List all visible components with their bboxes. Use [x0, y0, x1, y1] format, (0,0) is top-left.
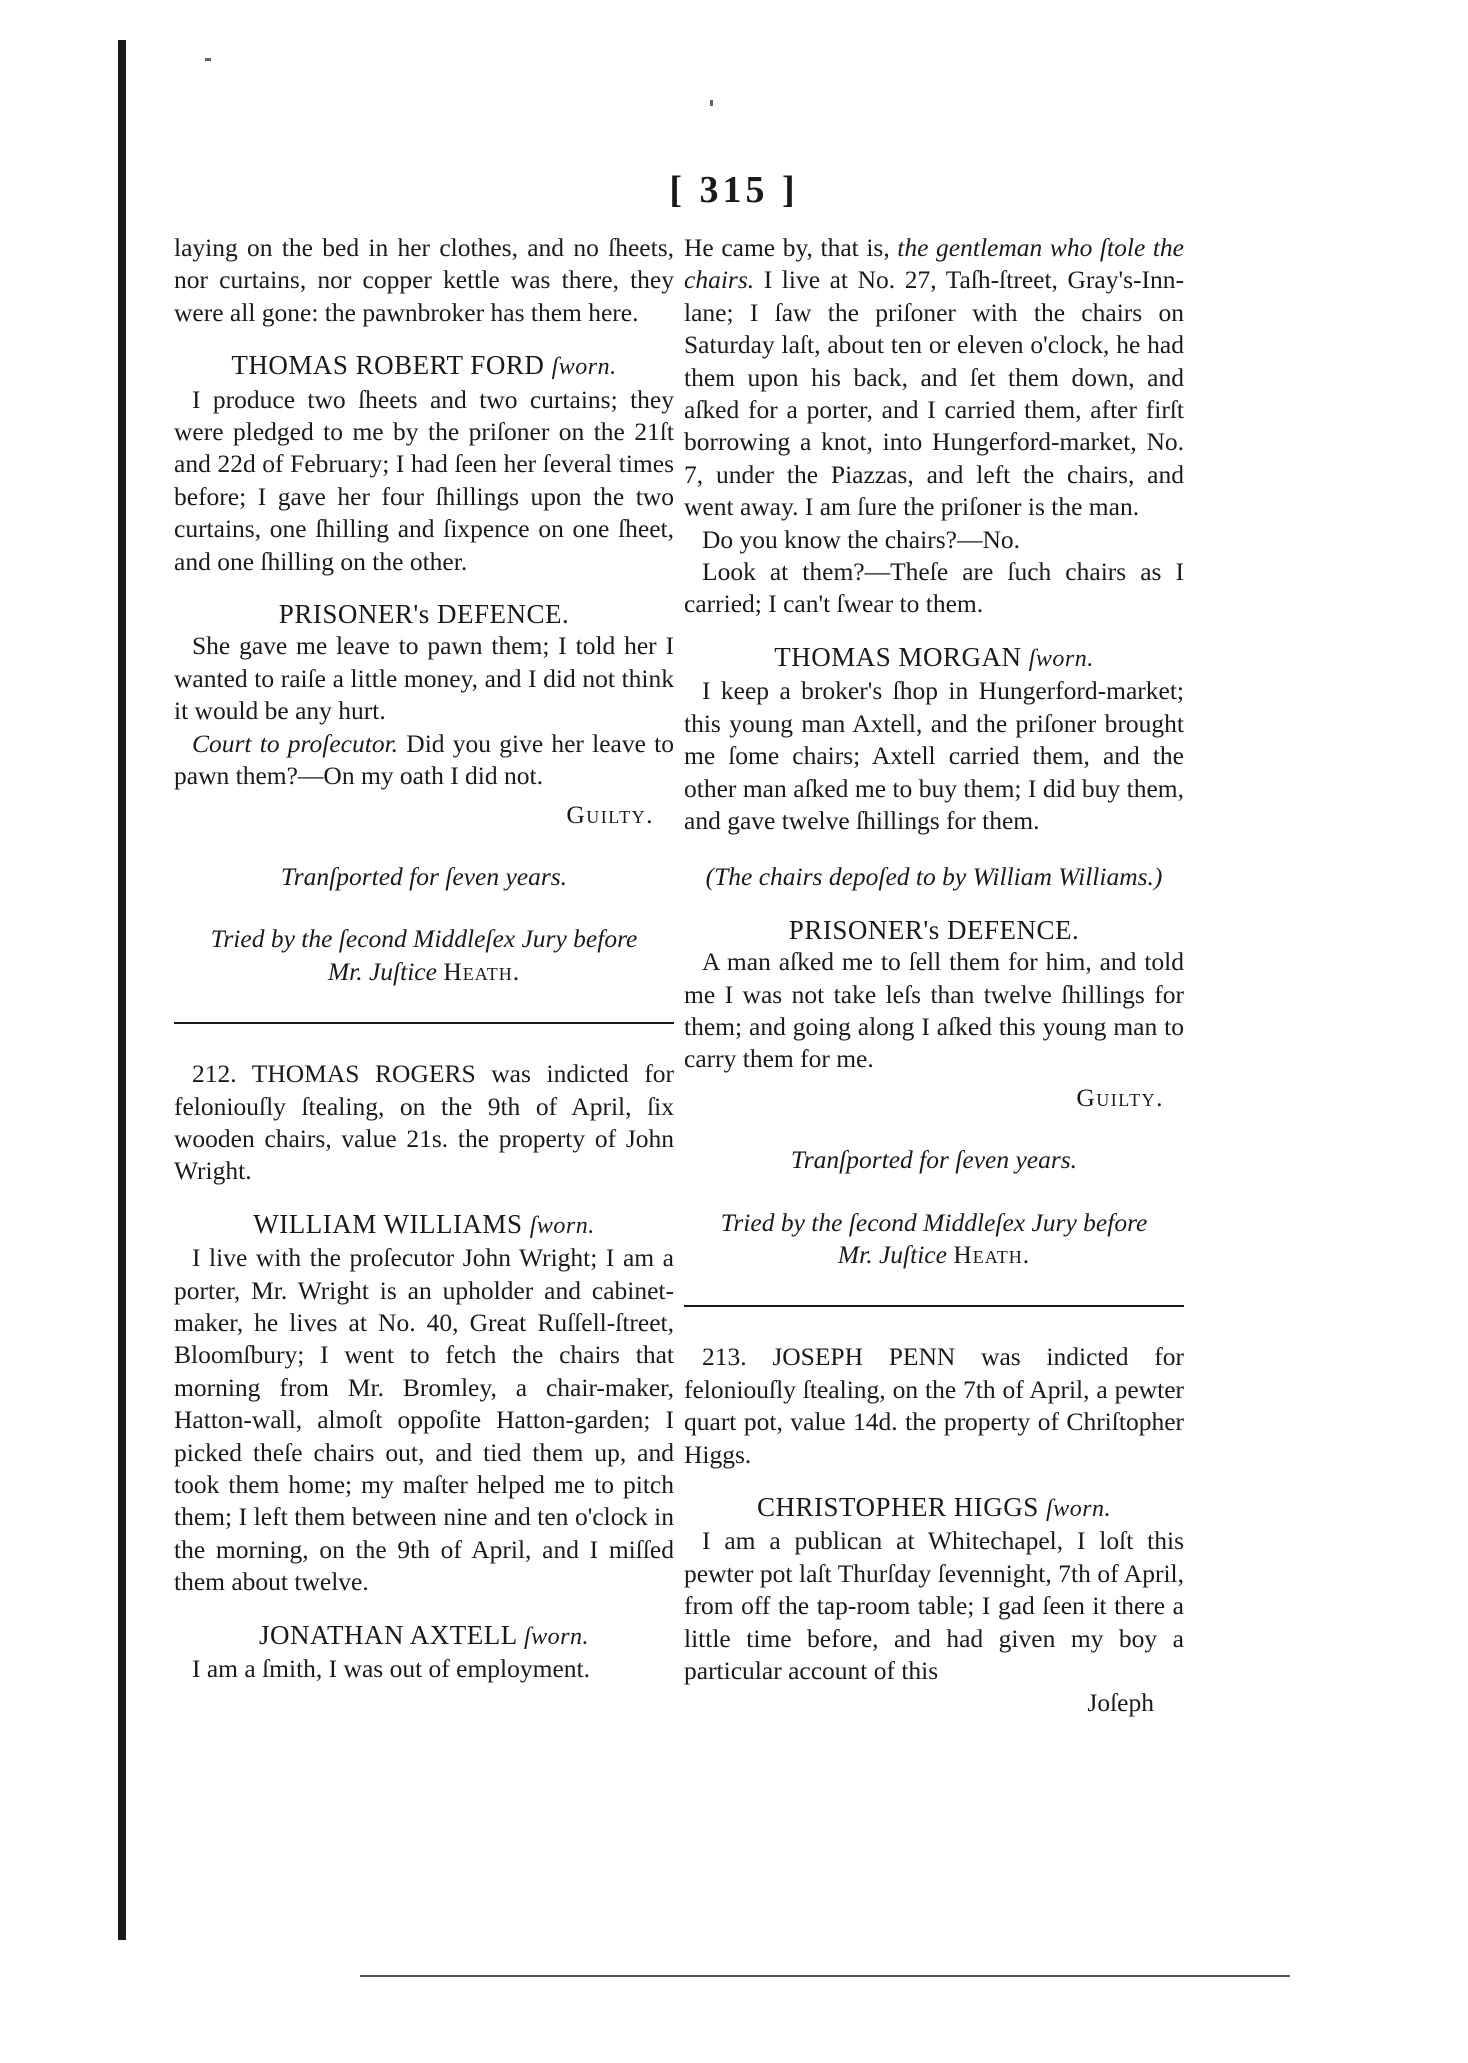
binding-edge: [118, 40, 126, 1940]
sworn-label: ſworn.: [529, 1212, 595, 1239]
court-label: Court to proſecutor.: [192, 728, 399, 758]
witness-name: THOMAS ROBERT FORD: [231, 350, 545, 381]
witness-heading: [174, 1208, 674, 1242]
opening-paragraph: laying on the bed in her clothes, and no ſheets, nor curtains, nor copper kettle was there, they were all gone: the pawnbroker has them here.: [174, 233, 674, 327]
witness-name: CHRISTOPHER HIGGS: [756, 1492, 1039, 1522]
witness-testimony: I am a ſmith, I was out of employment.: [192, 1654, 591, 1684]
witness-testimony-continued: [684, 232, 1184, 524]
witness-name: WILLIAM WILLIAMS: [253, 1208, 523, 1239]
defence-text: She gave me leave to pawn them; I told her I wanted to raiſe a little money, and I did not think it would be any hurt.: [174, 631, 674, 726]
judge-name: Heath.: [443, 956, 521, 986]
section-divider: [174, 1022, 674, 1024]
witness-heading: [684, 1491, 1184, 1525]
court-question: [174, 728, 674, 793]
testimony-text: He came by, that is,: [684, 233, 898, 262]
left-column: [174, 232, 674, 1685]
witness-testimony: I am a publican at Whitechapel, I loſt this pewter pot laſt Thurſday ſevennight, 7th of April, from off the tap-room table; I gad ſeen it there a little time before, and had given my boy a particular account of this: [684, 1526, 1184, 1686]
defence-heading: PRISONER's DEFENCE.: [788, 914, 1080, 945]
catchword: Joſeph: [1087, 1688, 1154, 1718]
question-answer: Do you know the chairs?—No.: [702, 524, 1020, 554]
testimony-text: I live at No. 27, Taſh-ſtreet, Gray's-Inn-lane; I ſaw the priſoner with the chairs on Saturday laſt, about ten or eleven o'clock, he had them upon his back, and ſet them down, and aſked for a porter, and I carried them, after firſt borrowing a knot, into Hungerford-market, No. 7, under the Piazzas, and left the chairs, and went away. I am ſure the priſoner is the man.: [684, 265, 1184, 522]
witness-testimony: I produce two ſheets and two curtains; they were pledged to me by the priſoner on the 21ſt and 22d of February; I had ſeen her ſeveral times before; I gave her four ſhillings upon the two curtains, one ſhilling and ſixpence on one ſheet, and one ſhilling on the other.: [174, 384, 674, 576]
right-column: [684, 232, 1184, 1720]
witness-name: THOMAS MORGAN: [774, 641, 1022, 672]
sworn-label: ſworn.: [1028, 645, 1094, 672]
tried-line: Mr. Juſtice: [327, 956, 437, 986]
bottom-rule: [360, 1975, 1290, 1977]
page-number: [ 315 ]: [669, 169, 799, 211]
witness-heading: [174, 349, 674, 383]
witness-heading: [174, 1619, 674, 1653]
witness-name: JONATHAN AXTELL: [259, 1619, 517, 1650]
sentence: Tranſported for ſeven years.: [790, 1145, 1078, 1175]
case-paragraph: 212. THOMAS ROGERS was indicted for feloniouſly ſtealing, on the 9th of April, ſix wooden chairs, value 21s. the property of John Wright.: [174, 1059, 674, 1186]
sentence: Tranſported for ſeven years.: [280, 861, 568, 891]
verdict: Guilty.: [1076, 1082, 1164, 1112]
sworn-label: ſworn.: [551, 354, 617, 381]
deposition-note: (The chairs depoſed to by William Williams.): [705, 862, 1163, 892]
witness-heading: [684, 641, 1184, 675]
tried-line: Tried by the ſecond Middleſex Jury before: [720, 1207, 1148, 1237]
witness-testimony: I keep a broker's ſhop in Hungerford-market; this young man Axtell, and the priſoner brought me ſome chairs; Axtell carried them, and the other man aſked me to buy them; I did buy them, and gave twelve ſhillings for them.: [684, 676, 1184, 835]
court-text: Did you give her leave to pawn them?—On my oath I did not.: [174, 728, 674, 791]
sworn-label: ſworn.: [523, 1623, 589, 1650]
scan-speck: [205, 58, 211, 61]
scan-speck: [710, 100, 713, 106]
case-paragraph: 213. JOSEPH PENN was indicted for feloniouſly ſtealing, on the 7th of April, a pewter quart pot, value 14d. the property of Chriſtopher Higgs.: [684, 1342, 1184, 1469]
verdict: Guilty.: [566, 799, 654, 829]
tried-before: [684, 1207, 1184, 1272]
defence-heading: PRISONER's DEFENCE.: [278, 599, 570, 630]
question-answer: Look at them?—Theſe are ſuch chairs as I carried; I can't ſwear to them.: [684, 557, 1184, 619]
tried-before: [174, 923, 674, 988]
judge-name: Heath.: [953, 1239, 1031, 1269]
defence-text: A man aſked me to ſell them for him, and told me I was not take leſs than twelve ſhillings for them; and going along I aſked this young man to carry them for me.: [684, 947, 1184, 1074]
tried-line: Mr. Juſtice: [837, 1239, 947, 1269]
sworn-label: ſworn.: [1046, 1496, 1112, 1522]
tried-line: Tried by the ſecond Middleſex Jury before: [210, 924, 638, 954]
section-divider: [684, 1305, 1184, 1307]
testimony-italic: the gentleman who ſtole the chairs.: [684, 233, 1184, 295]
witness-testimony: I live with the proſecutor John Wright; I am a porter, Mr. Wright is an upholder and cabinet-maker, he lives at No. 40, Great Ruſſell-ſtreet, Bloomſbury; I went to fetch the chairs that morning from Mr. Bromley, a chair-maker, Hatton-wall, almoſt oppoſite Hatton-garden; I picked theſe chairs out, and tied them up, and took them home; my maſter helped me to pitch them; I left them between nine and ten o'clock in the morning, on the 9th of April, and I miſſed them about twelve.: [174, 1243, 674, 1597]
